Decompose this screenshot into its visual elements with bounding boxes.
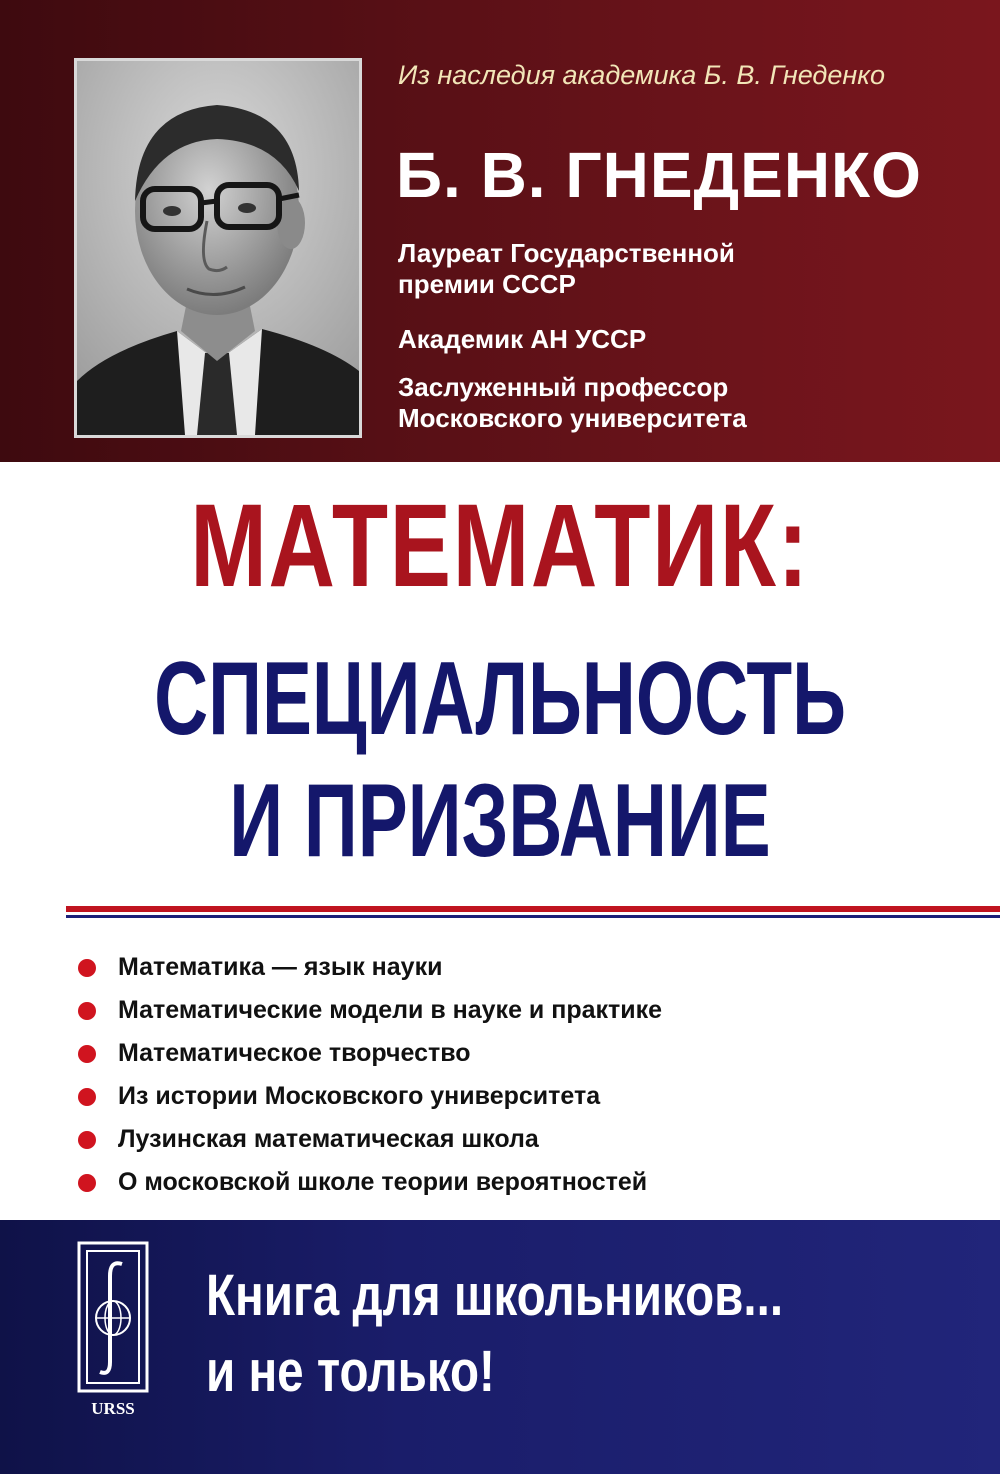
list-item	[78, 1118, 662, 1161]
credential-state-prize	[398, 238, 735, 300]
author-portrait	[74, 58, 362, 438]
bullet-dot-icon	[78, 1002, 96, 1020]
bullet-dot-icon	[78, 1174, 96, 1192]
book-title-line-3: И ПРИЗВАНИЕ	[229, 763, 771, 879]
list-item	[78, 989, 662, 1032]
credential-professor	[398, 372, 747, 434]
bottom-blue-band	[0, 1220, 1000, 1474]
list-item	[78, 1032, 662, 1075]
bullet-dot-icon	[78, 1045, 96, 1063]
list-item	[78, 1075, 662, 1118]
bullet-dot-icon	[78, 1088, 96, 1106]
bullet-dot-icon	[78, 1131, 96, 1149]
credential-line: Лауреат Государственной	[398, 238, 735, 268]
bullet-dot-icon	[78, 959, 96, 977]
topic-text: Лузинская математическая школа	[118, 1125, 539, 1153]
topic-text: Математические модели в науке и практике	[118, 996, 663, 1024]
credential-line: премии СССР	[398, 269, 576, 299]
author-name: Б. В. ГНЕДЕНКО	[396, 139, 922, 211]
divider-blue	[66, 915, 1000, 918]
credential-academician	[398, 324, 646, 355]
credential-line: Заслуженный профессор	[398, 372, 729, 402]
topic-text: Из истории Московского университета	[118, 1082, 601, 1110]
urss-logo-icon	[76, 1240, 150, 1420]
tagline-line-2: и не только!	[206, 1339, 495, 1404]
topic-text: Математика — язык науки	[118, 953, 443, 981]
topics-list	[78, 946, 662, 1204]
book-title-line-2: СПЕЦИАЛЬНОСТЬ	[154, 641, 846, 757]
credential-line: Московского университета	[398, 403, 747, 433]
divider-red	[66, 906, 1000, 912]
list-item	[78, 946, 662, 989]
list-item	[78, 1161, 662, 1204]
topic-text: О московской школе теории вероятностей	[118, 1168, 648, 1196]
publisher-name: URSS	[91, 1399, 135, 1418]
book-title-line-1: МАТЕМАТИК:	[190, 480, 810, 612]
series-title: Из наследия академика Б. В. Гнеденко	[398, 60, 885, 90]
credential-line: Академик АН УССР	[398, 324, 647, 354]
topic-text: Математическое творчество	[118, 1039, 471, 1067]
tagline-line-1: Книга для школьников...	[206, 1263, 784, 1328]
